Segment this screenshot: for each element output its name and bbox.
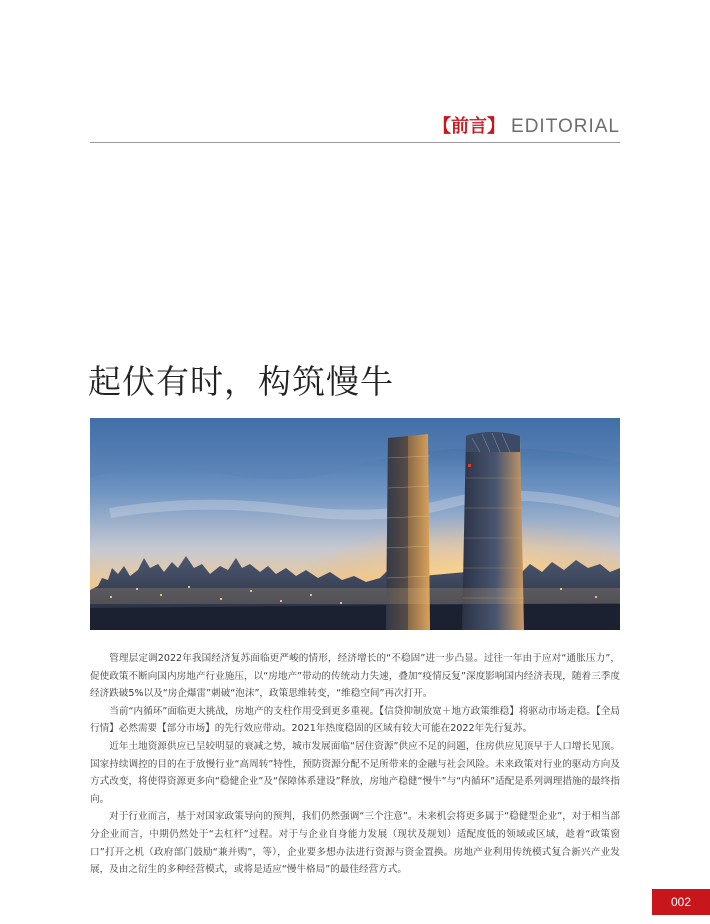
paragraph: 对于行业而言，基于对国家政策导向的预判，我们仍然强调“三个注意”。未来机会将更多属于“稳健型企业”，对于相当部分企业而言，中期仍然处于“去杠杆”过程。对于与企业自身能力发展（现状及规划）适配度低的领域或区域，趁着“政策窗口”打开之机（政府部门鼓励“兼并购”，等），企业要多想办法进行资源与资金置换。房地产业利用传统模式复合新兴产业发展，及由之衍生的多种经营模式，或将是适应“慢牛格局”的最佳经营方式。 bbox=[90, 811, 620, 876]
section-header bbox=[433, 112, 620, 138]
article-title: 起伏有时，构筑慢牛 bbox=[88, 362, 394, 401]
page-number: 002 bbox=[652, 889, 710, 915]
section-label-en: EDITORIAL bbox=[511, 116, 620, 137]
paragraph: 近年土地资源供应已呈较明显的衰减之势，城市发展面临“居住资源”供应不足的问题，住房供应见顶早于人口增长见顶。国家持续调控的目的在于放慢行业“高周转”特性，预防资源分配不足所带来的金融与社会风险。未来政策对行业的驱动方向及方式改变，将使得资源更多向“稳健企业”及“保障体系建设”释放，房地产稳健“慢牛”与“内循环”适配是系列调理措施的最终指向。 bbox=[90, 740, 620, 805]
paragraph: 当前“内循环”面临更大挑战，房地产的支柱作用受到更多重视。【信贷抑制放宽＋地方政策维稳】将驱动市场走稳。【全局行情】必然需要【部分市场】的先行效应带动。2021年热度稳固的区域有较大可能在2022年先行复苏。 bbox=[90, 705, 620, 735]
section-label-cn: 【前言】 bbox=[433, 116, 506, 137]
paragraph: 管理层定调2022年我国经济复苏面临更严峻的情形，经济增长的“不稳固”进一步凸显。过往一年由于应对“通胀压力”，促使政策不断向国内房地产行业施压，以“房地产”带动的传统动力失速，叠加“疫情反复”深度影响国内经济表现，随着三季度经济跌破5%以及“房企爆雷”刺破“泡沫”，政策思维转变，“维稳空间”再次打开。 bbox=[90, 653, 620, 700]
skyline-photo bbox=[90, 418, 620, 630]
article-body bbox=[90, 650, 620, 879]
header-divider bbox=[90, 142, 620, 143]
